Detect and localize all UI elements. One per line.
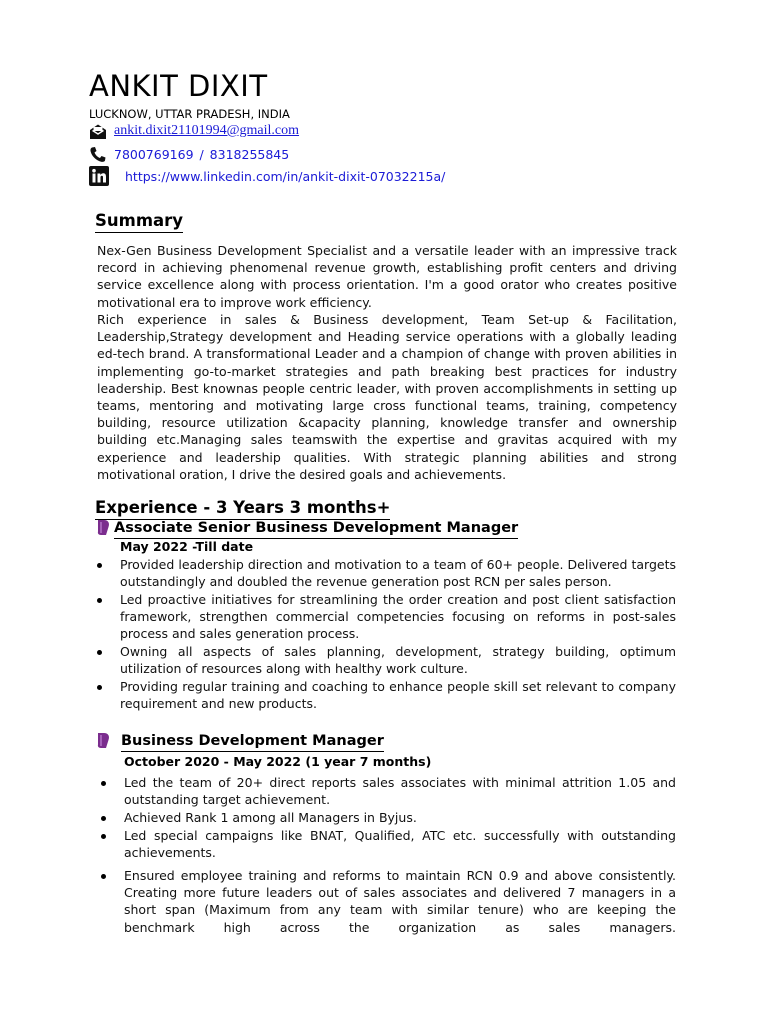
list-item [97,643,676,677]
bullet-text: Ensured employee training and reforms to maintain RCN 0.9 and above consistently. Creating more future leaders out of sales associates and delivered 7 managers in a short span (Maximum from any team with similar tenure) who are keeping the benchmark high across the organization as sales managers. [124,868,676,935]
envelope-icon [89,121,111,141]
candidate-location: LUCKNOW, UTTAR PRADESH, INDIA [89,107,290,121]
bullet-dot-icon [97,650,102,655]
linkedin-icon [89,166,111,186]
summary-paragraph: Rich experience in sales & Business development, Team Set-up & Facilitation, Leadership,Strategy development and Heading service operations with a globally leading ed-tech brand. A transformational Leader and a champion of change with proven abilities in implementing go-to-market strategies and path breaking best practices for industry leadership. Best knownas people centric leader, with proven accomplishments in setting up teams, mentoring and motivating large cross functional teams, training, competency building, resource utilization &capacity planning, knowledge transfer and ownership building etc.Managing sales teamswith the expertise and gravitas acquired with my experience and leadership qualities. With strategic planning abilities and strong motivational oration, I drive the desired goals and achievements. [97,312,677,482]
job-title: Associate Senior Business Development Manager [114,520,518,538]
list-item [97,556,676,590]
bullet-dot-icon [101,834,106,839]
phone-icon [89,144,111,164]
phone-row [89,144,289,164]
bullet-dot-icon [101,781,106,786]
list-item [101,774,676,808]
bullet-text: Led special campaigns like BNAT, Qualified, ATC etc. successfully with outstanding achievements. [124,827,676,860]
job-title: Business Development Manager [121,733,384,751]
list-item [101,867,676,936]
job-bullet-list [97,556,676,713]
email-link[interactable]: ankit.dixit21101994@gmail.com [114,123,300,138]
list-item [101,827,676,861]
phone-numbers[interactable]: 7800769169 / 8318255845 [114,146,290,162]
job-dates: October 2020 - May 2022 (1 year 7 months) [124,754,432,769]
bullet-dot-icon [101,874,106,879]
bullet-text: Achieved Rank 1 among all Managers in Byjus. [124,809,417,825]
bullet-text: Providing regular training and coaching to enhance people skill set relevant to company requirement and new products. [120,678,676,712]
bullet-text: Provided leadership direction and motivation to a team of 60+ people. Delivered targets outstandingly and doubled the revenue generation post RCN per sales person. [120,557,676,590]
summary-heading: Summary [95,211,183,233]
linkedin-row [89,166,445,186]
linkedin-url[interactable]: https://www.linkedin.com/in/ankit-dixit-07032215a/ [125,168,446,184]
job-heading [95,732,384,753]
purple-marker-icon [95,732,111,753]
experience-heading: Experience - 3 Years 3 months+ [95,498,390,520]
email-row [89,121,299,141]
bullet-dot-icon [97,598,102,603]
bullet-dot-icon [101,816,106,821]
bullet-text: Owning all aspects of sales planning, development, strategy building, optimum utilization of resources along with healthy work culture. [120,644,676,677]
list-item [97,591,676,643]
bullet-dot-icon [97,685,102,690]
job-dates: May 2022 -Till date [120,539,254,554]
candidate-name: ANKIT DIXIT [89,69,268,103]
job-heading [95,519,518,540]
job-bullet-list [101,774,676,936]
bullet-text: Led the team of 20+ direct reports sales associates with minimal attrition 1.05 and outstanding target achievement. [124,775,676,808]
list-item [101,809,676,826]
list-item [97,678,676,712]
purple-marker-icon [95,519,111,540]
bullet-text: Led proactive initiatives for streamlining the order creation and post client satisfaction framework, strengthen commercial competencies focusing on reforms in post-sales process and sales generation process. [120,591,676,642]
bullet-dot-icon [97,563,102,568]
summary-paragraph: Nex-Gen Business Development Specialist and a versatile leader with an impressive track record in achieving phenomenal revenue growth, establishing profit centers and driving service excellence along with process orientation. I'm a good orator who creates positive motivational era to improve work efficiency. [97,243,677,310]
